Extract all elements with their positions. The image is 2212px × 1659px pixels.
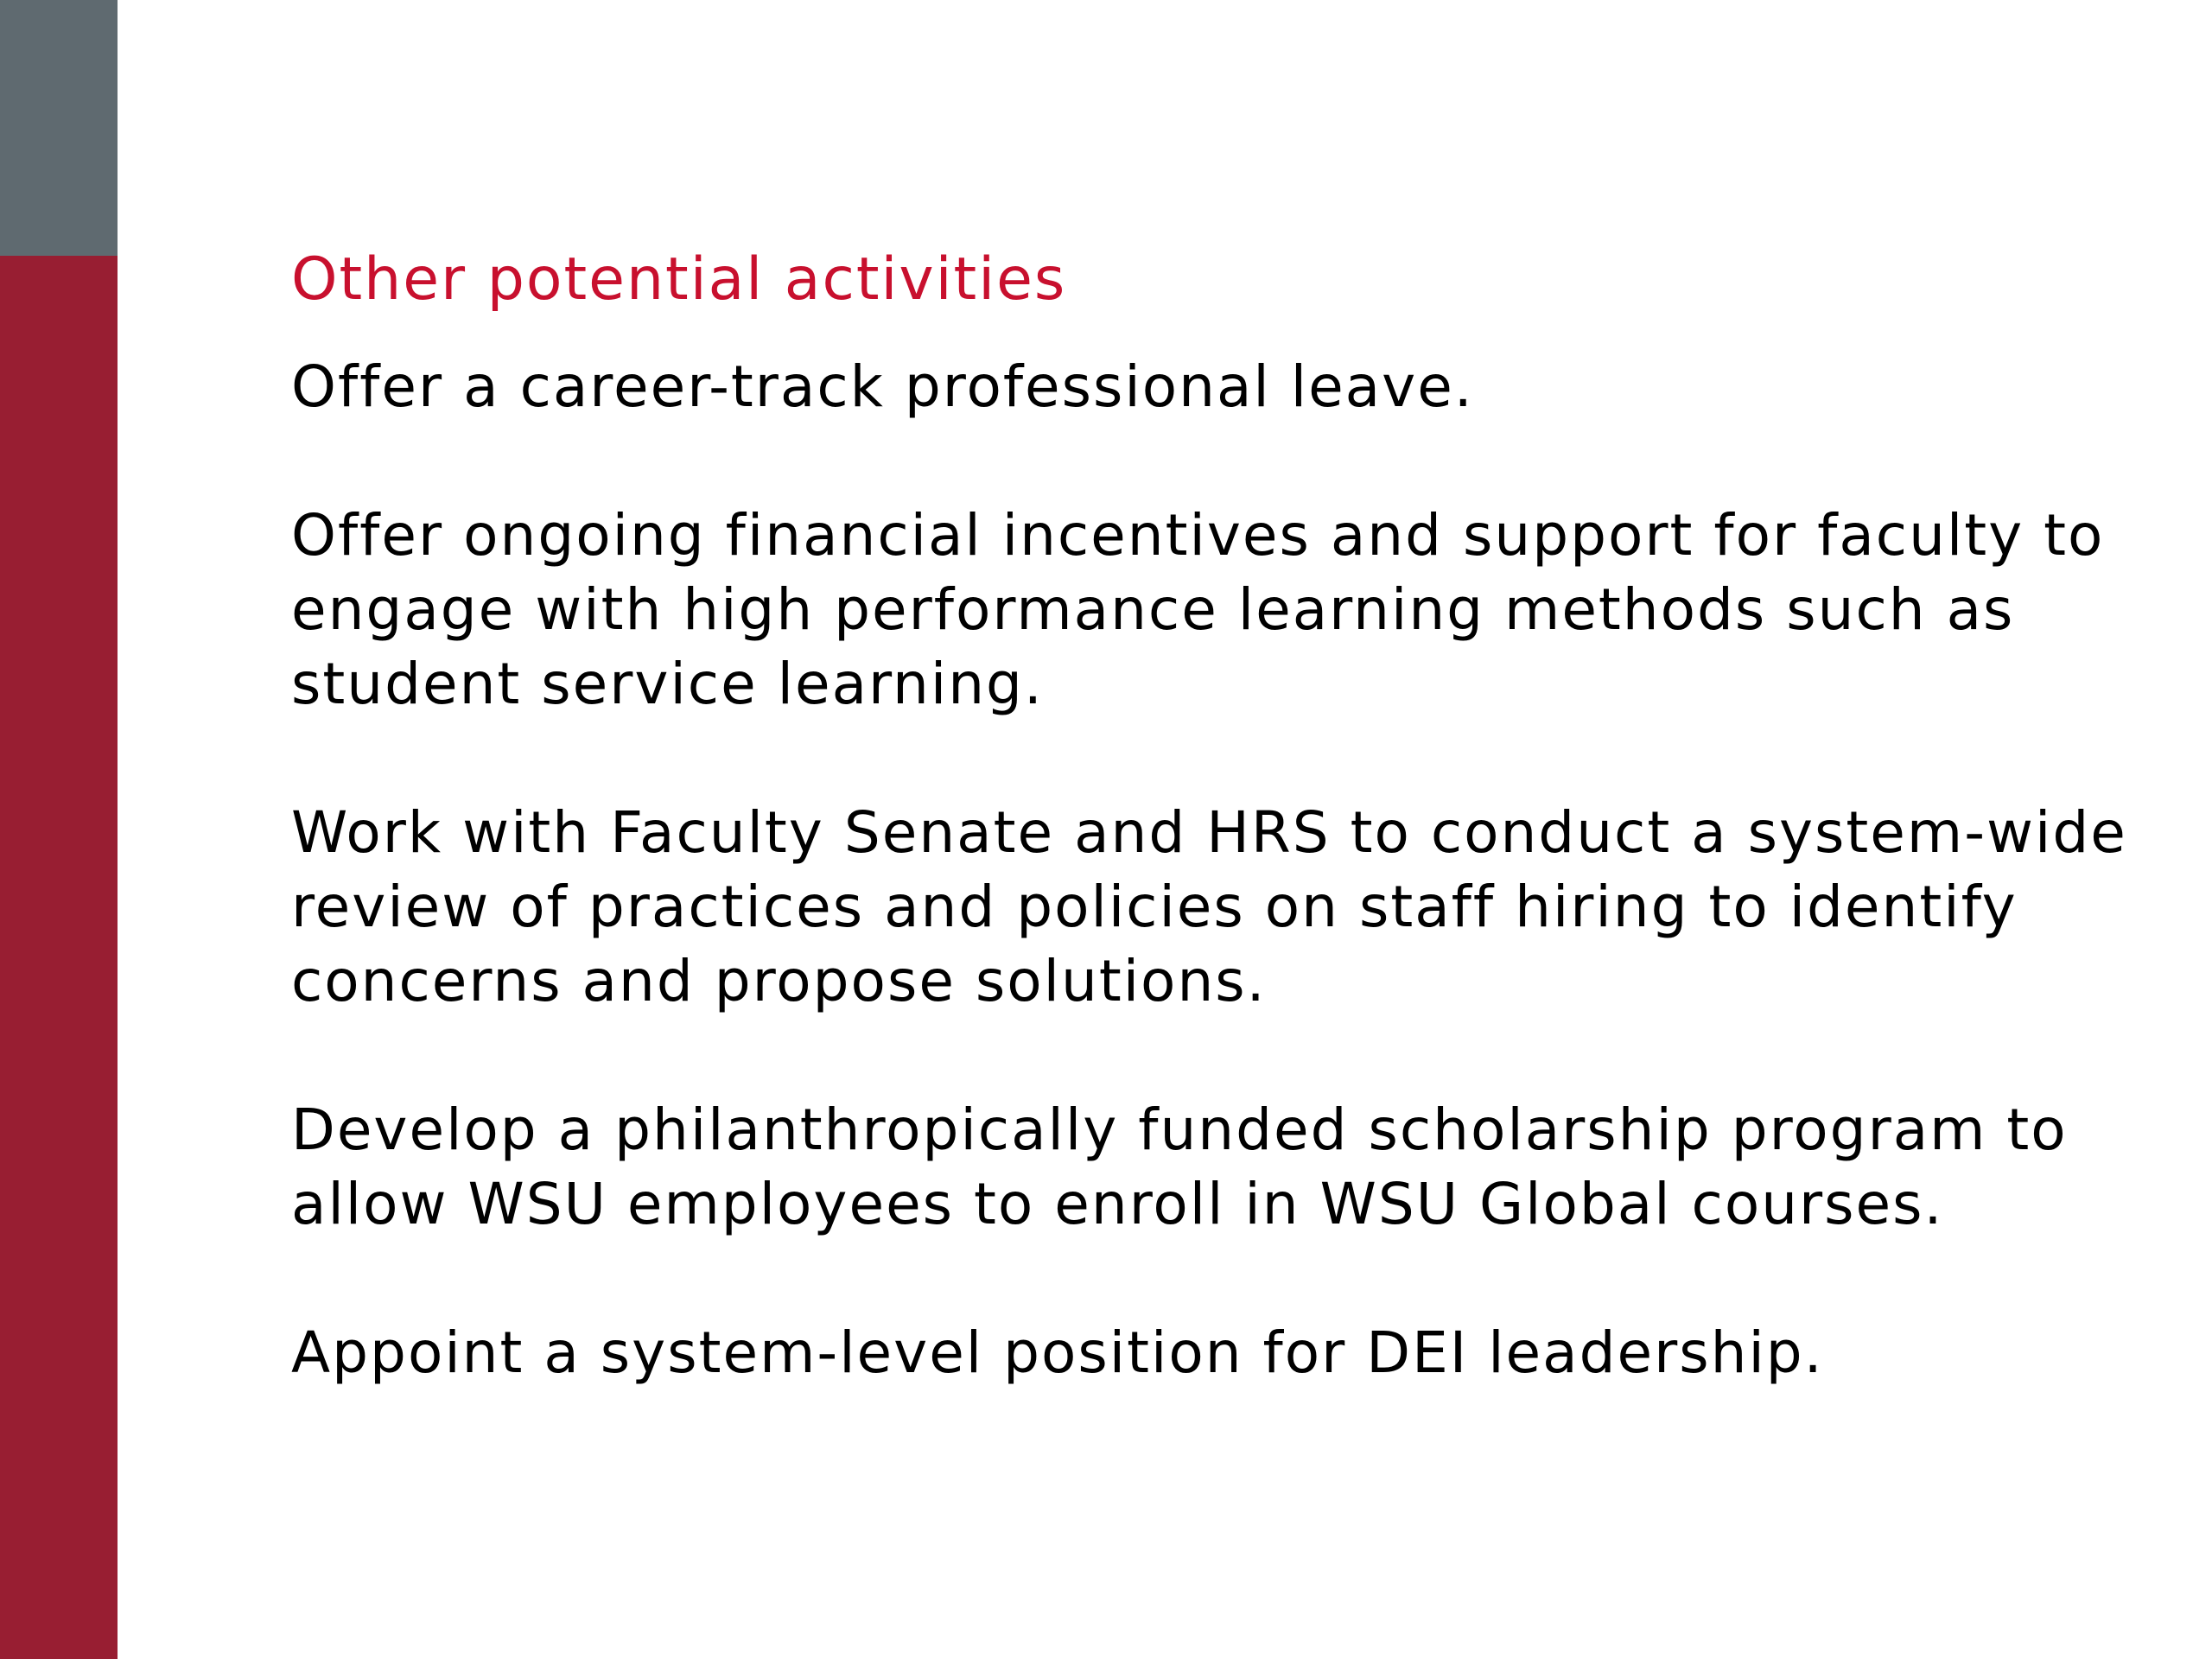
paragraph-line: engage with high performance learning methods such as [291,576,2015,643]
paragraph-line: Offer ongoing financial incentives and support for faculty to [291,502,2105,569]
slide-content [291,245,2158,1465]
paragraph-financial-incentives [291,499,2158,721]
paragraph-scholarship-program [291,1093,2158,1242]
paragraph-career-leave [291,350,2158,424]
paragraph-line: Work with Faculty Senate and HRS to conduct a system-wide [291,799,2127,866]
paragraph-dei-leadership [291,1316,2158,1390]
paragraph-line: Appoint a system-level position for DEI leadership. [291,1319,1824,1386]
side-accent-bar [0,256,118,1659]
top-accent-bar [0,0,118,256]
paragraph-line: Offer a career-track professional leave. [291,353,1474,420]
paragraph-line: allow WSU employees to enroll in WSU Global courses. [291,1171,1944,1237]
paragraph-line: concerns and propose solutions. [291,948,1267,1014]
paragraph-staff-hiring-review [291,796,2158,1019]
slide-heading: Other potential activities [291,245,1067,314]
paragraph-line: Develop a philanthropically funded scholarship program to [291,1096,2068,1163]
paragraph-line: student service learning. [291,651,1044,717]
paragraph-line: review of practices and policies on staff hiring to identify [291,874,2018,940]
